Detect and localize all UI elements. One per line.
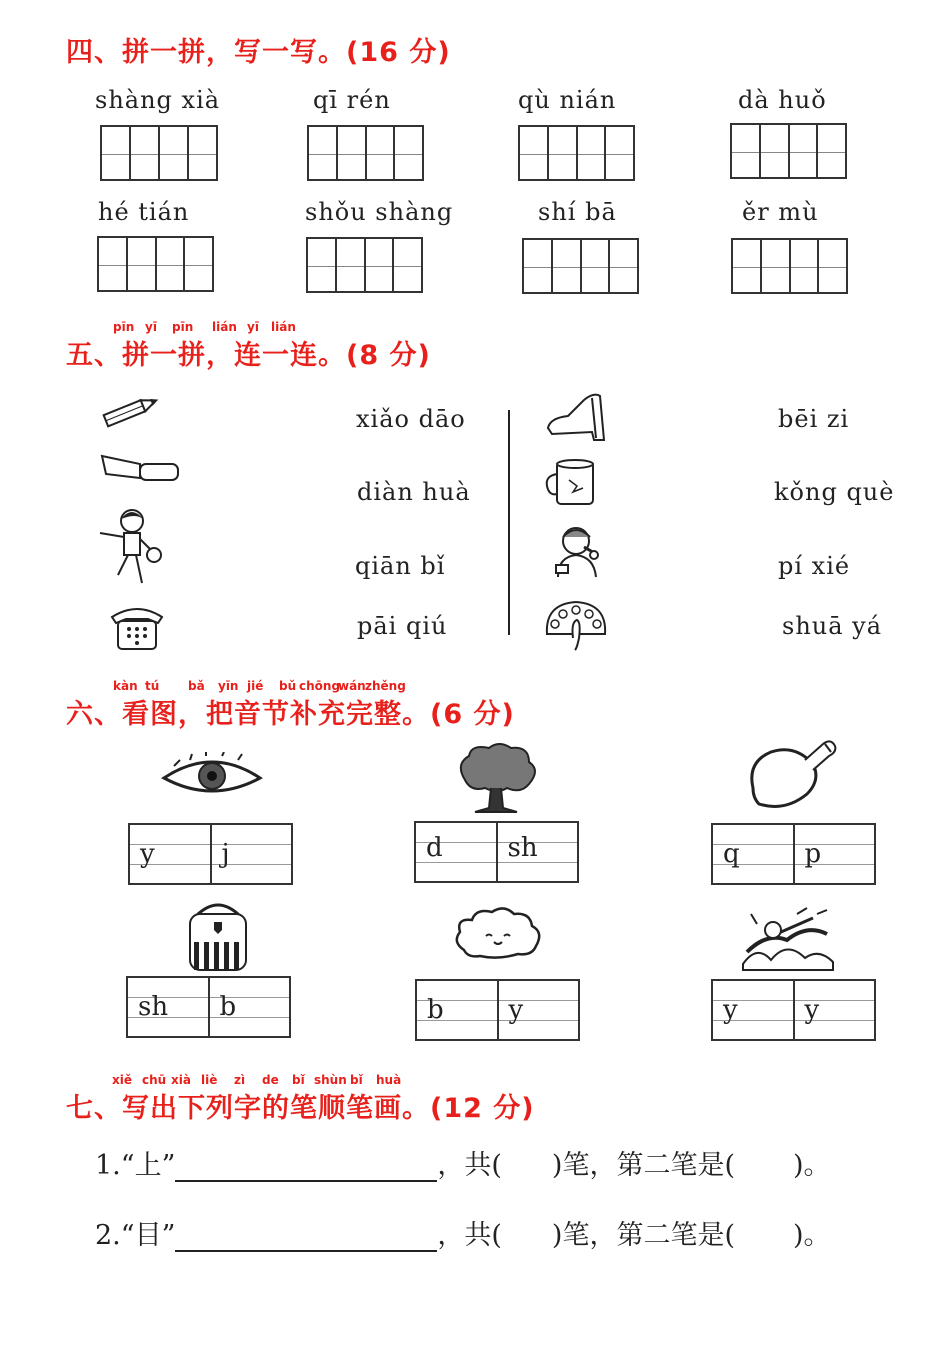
ruby: bǐ: [292, 1073, 305, 1087]
ruby: jié: [247, 679, 264, 693]
pencil-icon: [98, 393, 162, 429]
ruby: lián: [271, 320, 296, 334]
stroke-answer-line[interactable]: [175, 1226, 437, 1252]
section5-title: 五、拼一拼，连一连。(8 分): [66, 340, 431, 371]
ruby: de: [262, 1073, 279, 1087]
syllable-box[interactable]: [415, 979, 580, 1041]
question-text: )笔，第二笔是(: [551, 1150, 735, 1181]
ruby: chū: [142, 1073, 167, 1087]
ruby: liè: [201, 1073, 218, 1087]
question-text: )。: [793, 1220, 831, 1251]
pinyin-label: hé tián: [98, 198, 190, 226]
syllable-initial: q: [723, 839, 740, 869]
syllable-initial: y: [804, 995, 820, 1025]
writing-grid[interactable]: [100, 125, 218, 181]
ruby: yīn: [218, 679, 239, 693]
syllable-initial: p: [804, 839, 822, 869]
question-number: 1.: [95, 1150, 121, 1181]
right-word: shuā yá: [782, 612, 883, 640]
writing-grid[interactable]: [731, 238, 848, 294]
left-word: diàn huà: [357, 478, 471, 506]
syllable-initial: sh: [507, 833, 538, 863]
ruby: wán: [338, 679, 366, 693]
syllable-initial: j: [221, 839, 230, 869]
pinyin-label: shǒu shàng: [305, 198, 454, 226]
shoe-icon: [544, 388, 610, 446]
syllable-initial: sh: [138, 992, 169, 1022]
question-1: [95, 1143, 831, 1182]
knife-icon: [100, 452, 182, 488]
right-word: bēi zi: [778, 405, 850, 433]
schoolbag-icon: [180, 896, 256, 974]
pinyin-label: dà huǒ: [738, 86, 827, 114]
ruby: xià: [171, 1073, 191, 1087]
ruby: huà: [376, 1073, 402, 1087]
ruby: xiě: [112, 1073, 132, 1087]
ruby: pīn: [113, 320, 135, 334]
question-char: “目”: [120, 1220, 176, 1251]
ruby: kàn: [113, 679, 138, 693]
ruby: tú: [145, 679, 160, 693]
syllable-initial: b: [219, 992, 237, 1022]
writing-grid[interactable]: [307, 125, 424, 181]
ruby: yī: [247, 320, 259, 334]
question-char: “上”: [120, 1150, 176, 1181]
boy-ball-icon: [96, 505, 162, 587]
syllable-box[interactable]: [126, 976, 291, 1038]
syllable-initial: y: [723, 995, 738, 1025]
ruby: pīn: [172, 320, 194, 334]
syllable-initial: y: [140, 839, 155, 869]
section6-title: 六、看图，把音节补充完整。(6 分): [66, 699, 515, 730]
telephone-icon: [108, 603, 166, 653]
writing-grid[interactable]: [518, 125, 635, 181]
tree-icon: [455, 742, 539, 816]
writing-grid[interactable]: [97, 236, 214, 292]
syllable-initial: y: [508, 995, 524, 1025]
question-number: 2.: [95, 1220, 121, 1251]
writing-grid[interactable]: [522, 238, 639, 294]
syllable-box[interactable]: [414, 821, 579, 883]
question-text: )笔，第二笔是(: [551, 1220, 735, 1251]
eye-icon: [160, 752, 264, 798]
left-word: pāi qiú: [357, 612, 448, 640]
question-text: ，共(: [437, 1150, 502, 1181]
question-text: ，共(: [437, 1220, 502, 1251]
pinyin-label: shàng xià: [95, 86, 221, 114]
right-word: pí xié: [778, 552, 851, 580]
swimmer-icon: [737, 904, 837, 974]
section7-title: 七、写出下列字的笔顺笔画。(12 分): [66, 1093, 535, 1124]
pinyin-label: qī rén: [313, 86, 391, 114]
ruby: shùn: [314, 1073, 347, 1087]
left-word: qiān bǐ: [355, 552, 446, 580]
ruby: bǔ: [279, 679, 297, 693]
ruby: zì: [234, 1073, 246, 1087]
writing-grid[interactable]: [306, 237, 423, 293]
question-2: [95, 1213, 831, 1252]
pinyin-label: shí bā: [538, 198, 617, 226]
pinyin-label: ěr mù: [742, 198, 819, 226]
pinyin-label: qù nián: [518, 86, 617, 114]
ruby: bǐ: [350, 1073, 363, 1087]
ruby: bǎ: [188, 679, 205, 693]
left-word: xiǎo dāo: [356, 405, 466, 433]
brushing-teeth-icon: [550, 521, 608, 579]
peacock-icon: [543, 598, 609, 654]
cup-icon: [543, 456, 599, 508]
syllable-box[interactable]: [711, 979, 876, 1041]
section4-title: 四、拼一拼，写一写。(16 分): [66, 37, 451, 68]
syllable-initial: b: [427, 995, 444, 1025]
ruby: lián: [212, 320, 237, 334]
right-word: kǒng què: [774, 478, 895, 506]
ruby: yī: [145, 320, 157, 334]
cloud-icon: [452, 906, 544, 962]
syllable-initial: d: [426, 833, 443, 863]
writing-grid[interactable]: [730, 123, 847, 179]
syllable-box[interactable]: [128, 823, 293, 885]
ruby: chōng: [299, 679, 341, 693]
divider: [508, 410, 510, 635]
syllable-box[interactable]: [711, 823, 876, 885]
question-text: )。: [793, 1150, 831, 1181]
mouse-icon: [745, 738, 841, 810]
stroke-answer-line[interactable]: [175, 1156, 437, 1182]
ruby: zhěng: [365, 679, 406, 693]
